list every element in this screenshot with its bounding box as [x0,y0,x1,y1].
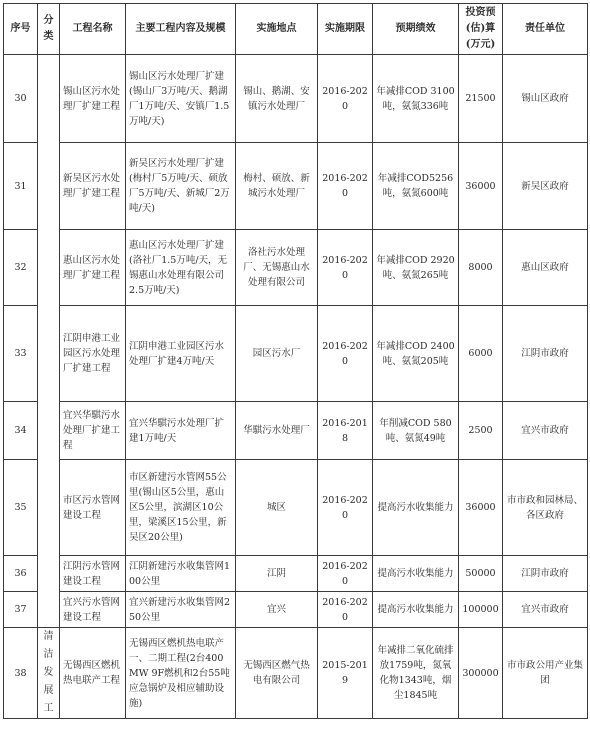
project-period: 2016-2020 [318,230,373,306]
project-name: 惠山区污水处理厂扩建工程 [60,230,126,306]
project-location: 华騏污水处理厂 [236,402,318,460]
project-location: 宜兴 [236,592,318,628]
row-number: 34 [4,402,38,460]
table-row [4,402,588,460]
header-cell: 主要工程内容及规模 [126,4,236,55]
project-location: 洛社污水处理厂、无锡惠山水处理有限公司 [236,230,318,306]
project-investment: 50000 [459,556,503,592]
table-row [4,592,588,628]
header-cell: 投资预(估)算(万元) [459,4,503,55]
project-period: 2016-2020 [318,306,373,402]
project-content: 江阴申港工业园区污水处理厂扩建4万吨/天 [126,306,236,402]
project-period: 2016-2020 [318,460,373,556]
project-unit: 新吴区政府 [503,143,588,230]
project-effect: 年减排COD 2400吨、氨氮205吨 [373,306,459,402]
row-number: 31 [4,143,38,230]
row-number: 30 [4,55,38,143]
project-content: 宜兴新建污水收集管网250公里 [126,592,236,628]
project-location: 江阴 [236,556,318,592]
project-content: 江阴新建污水收集管网100公里 [126,556,236,592]
project-investment: 36000 [459,460,503,556]
project-name: 锡山区污水处理厂扩建工程 [60,55,126,143]
table-row [4,306,588,402]
project-content: 新吴区污水处理厂扩建(梅村厂5万吨/天、硕放厂5万吨/天、新城厂2万吨/天) [126,143,236,230]
project-name: 市区污水管网建设工程 [60,460,126,556]
project-effect: 提高污水收集能力 [373,592,459,628]
project-unit: 市市政公用产业集团 [503,628,588,719]
project-period: 2016-2020 [318,55,373,143]
project-content: 锡山区污水处理厂扩建(锡山厂3万吨/天、鹅湖厂1万吨/天、安镇厂1.5万吨/天) [126,55,236,143]
project-location: 园区污水厂 [236,306,318,402]
header-row [4,4,588,55]
header-cell: 实施期限 [318,4,373,55]
header-cell: 实施地点 [236,4,318,55]
project-effect: 提高污水收集能力 [373,556,459,592]
project-location: 城区 [236,460,318,556]
table-row [4,230,588,306]
table-row [4,628,588,719]
row-number: 36 [4,556,38,592]
project-investment: 100000 [459,592,503,628]
project-unit: 宜兴市政府 [503,402,588,460]
project-content: 无锡西区燃机热电联产一、二期工程(2台400MW 9F燃机和2台55吨应急锅炉及相应辅助设施) [126,628,236,719]
project-period: 2016-2018 [318,402,373,460]
project-effect: 年减排COD 3100吨，氨氮336吨 [373,55,459,143]
category-cell [38,55,60,628]
project-name: 宜兴污水管网建设工程 [60,592,126,628]
category-cell: 清洁发展工 [38,628,60,719]
row-number: 37 [4,592,38,628]
table-row [4,55,588,143]
table-row [4,460,588,556]
project-name: 无锡西区燃机热电联产工程 [60,628,126,719]
table-row [4,143,588,230]
header-cell: 工程名称 [60,4,126,55]
project-name: 江阴申港工业园区污水处理厂扩建工程 [60,306,126,402]
project-effect: 年减排COD 2920吨、氨氮265吨 [373,230,459,306]
header-cell: 预期绩效 [373,4,459,55]
header-cell: 序号 [4,4,38,55]
project-unit: 宜兴市政府 [503,592,588,628]
row-number: 32 [4,230,38,306]
row-number: 33 [4,306,38,402]
project-location: 无锡西区燃气热电有限公司 [236,628,318,719]
row-number: 35 [4,460,38,556]
project-name: 宜兴华騏污水处理厂扩建工程 [60,402,126,460]
header-cell: 分类 [38,4,60,55]
project-location: 锡山、鹅湖、安镇污水处理厂 [236,55,318,143]
project-investment: 6000 [459,306,503,402]
project-unit: 江阴市政府 [503,556,588,592]
project-period: 2015-2019 [318,628,373,719]
project-content: 惠山区污水处理厂扩建(洛社厂1.5万吨/天，无锡惠山水处理有限公司2.5万吨/天) [126,230,236,306]
project-period: 2016-2020 [318,556,373,592]
project-content: 宜兴华騏污水处理厂扩建1万吨/天 [126,402,236,460]
project-unit: 市市政和园林局、各区政府 [503,460,588,556]
project-investment: 36000 [459,143,503,230]
project-effect: 提高污水收集能力 [373,460,459,556]
row-number: 38 [4,628,38,719]
project-unit: 惠山区政府 [503,230,588,306]
project-effect: 年减排COD5256吨，氨氮600吨 [373,143,459,230]
project-effect: 年减排二氧化硫排放1759吨，氮氧化物1343吨，烟尘1845吨 [373,628,459,719]
project-content: 市区新建污水管网55公里(锡山区5公里，惠山区5公里，滨湖区10公里，梁溪区15公里，新吴区20公里) [126,460,236,556]
project-table [3,3,588,719]
project-name: 江阴污水管网建设工程 [60,556,126,592]
project-investment: 2500 [459,402,503,460]
project-unit: 江阴市政府 [503,306,588,402]
project-name: 新吴区污水处理厂扩建工程 [60,143,126,230]
header-cell: 责任单位 [503,4,588,55]
project-investment: 8000 [459,230,503,306]
project-location: 梅村、硕放、新城污水处理厂 [236,143,318,230]
table-row [4,556,588,592]
project-investment: 21500 [459,55,503,143]
project-period: 2016-2020 [318,143,373,230]
project-unit: 锡山区政府 [503,55,588,143]
project-investment: 300000 [459,628,503,719]
project-period: 2016-2020 [318,592,373,628]
project-effect: 年削减COD 580吨、氨氮49吨 [373,402,459,460]
